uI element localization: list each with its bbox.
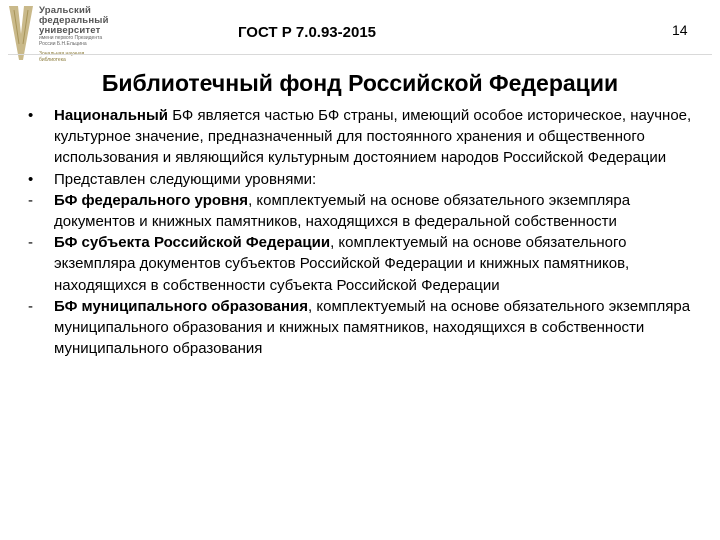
logo-subtitle: имени первого Президента России Б.Н.Ельцина (39, 35, 103, 47)
list-item-text (54, 190, 698, 232)
bullet-marker: • (28, 170, 34, 188)
list-item-rest: Представлен следующими уровнями: (54, 170, 317, 188)
list-item-bold: БФ муниципального образования (54, 297, 309, 315)
list-item-bold: БФ федерального уровня (54, 191, 249, 209)
list-item-rest: БФ является частью БФ страны, имеющий особое историческое, научное, культурное значение, предназначенный для постоянного хранения и общественного использования и являющийся культурным достоянием народов Российской Федерации (54, 107, 692, 167)
logo-line: университет (39, 25, 101, 36)
list-item-rest: , комплектуемый на основе обязательного экземпляра муниципального образования и книжных памятников, находящихся в собственности муниципального образования (54, 297, 691, 358)
logo-library-name: Зональная научная библиотека (39, 51, 85, 63)
list-item-rest: , комплектуемый на основе обязательного экземпляра документов и книжных памятников, находящихся в федеральной собственности (54, 191, 631, 231)
list-item-bold: БФ субъекта Российской Федерации (54, 234, 331, 252)
list-item-text (54, 232, 698, 296)
university-logo (6, 4, 136, 64)
header-title: ГОСТ Р 7.0.93-2015 (238, 24, 377, 41)
list-item (28, 169, 698, 190)
list-item-text (54, 105, 698, 169)
page-number: 14 (672, 22, 688, 38)
list-item (28, 296, 698, 360)
list-item (28, 232, 698, 296)
list-item (28, 105, 698, 169)
list-item-text (54, 169, 316, 190)
logo-line: федеральный (39, 15, 109, 26)
list-item-rest: , комплектуемый на основе обязательного экземпляра документов субъектов Российской Федерации и книжных памятников, находящихся в собственности субъекта Российской Федерации (54, 234, 630, 294)
dash-marker: - (28, 297, 33, 315)
logo-wordmark (39, 6, 109, 36)
dash-marker: - (28, 234, 33, 252)
slide-content (28, 105, 698, 359)
logo-line: Уральский (39, 5, 92, 16)
list-item-text (54, 296, 698, 360)
slide-title: Библиотечный фонд Российской Федерации (101, 70, 619, 96)
header-divider (8, 54, 712, 55)
bullet-marker: • (28, 107, 34, 124)
dash-marker: - (28, 191, 33, 209)
list-item-bold: Национальный (54, 107, 169, 124)
list-item (28, 190, 698, 232)
